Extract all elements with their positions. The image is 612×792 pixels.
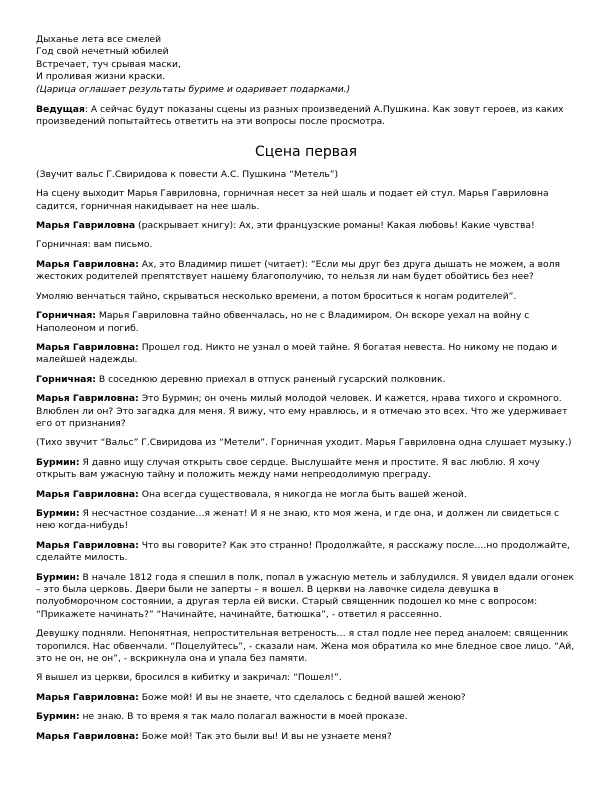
verse-line: Год свой нечетный юбилей	[36, 46, 169, 58]
speaker-name: Ведущая	[36, 104, 85, 116]
speech-text: Что вы говорите? Как это странно! Продолжайте, я расскажу после….но продолжайте, сделайте милость.	[36, 539, 570, 564]
speaker-name: Марья Гавриловна:	[36, 691, 139, 703]
speech-text: (Тихо звучит “Вальс” Г.Свиридова из “Метели”. Горничная уходит. Марья Гавриловна одна слушает музыку.)	[36, 437, 572, 449]
speech-text: (Звучит вальс Г.Свиридова к повести А.С. Пушкина “Метель”)	[36, 168, 339, 180]
dialogue-paragraph	[36, 457, 576, 482]
speaker-name: Марья Гавриловна:	[36, 341, 139, 353]
dialogue-paragraph	[36, 393, 576, 430]
speaker-name: Марья Гавриловна:	[36, 393, 139, 405]
speaker-name: Марья Гавриловна:	[36, 488, 139, 500]
speech-text: Боже мой! Так это были вы! И вы не узнаете меня?	[138, 730, 392, 742]
verse-line: И проливая жизни краски.	[36, 71, 166, 83]
speech-text: Я давно ищу случая открыть свое сердце. Выслушайте меня и простите. Я вас люблю. Я хочу открыть вам ужасную тайну и положить между нами непреодолимую преграду.	[36, 456, 540, 481]
dialogue-paragraph	[36, 572, 576, 622]
dialogue-paragraph	[36, 239, 576, 251]
verse-stage-note: (Царица оглашает результаты буриме и одаривает подарками.)	[36, 83, 351, 95]
verse-line: Дыханье лета все смелей	[36, 34, 162, 45]
dialogue-paragraph	[36, 731, 576, 743]
dialogue-paragraph	[36, 220, 576, 232]
dialogue-paragraph	[36, 310, 576, 335]
speech-text: : А сейчас будут показаны сцены из разных произведений А.Пушкина. Как зовут героев, из каких произведений попытайтесь ответить на эти вопросы после просмотра.	[36, 104, 564, 128]
speech-text: Умоляю венчаться тайно, скрываться несколько времени, а потом броситься к ногам родителей”.	[36, 290, 517, 302]
speech-text: Это Бурмин; он очень милый молодой человек. И кажется, нрава тихого и скромного. Влюблен ли он? Это загадка для меня. Я вижу, что ему нравлюсь, и я отмечаю это всех. Что же удерживает его от признания?	[36, 393, 568, 429]
dialogue-paragraph	[36, 672, 576, 684]
speaker-name: Марья Гавриловна:	[36, 730, 139, 742]
speech-text: В соседнюю деревню приехал в отпуск раненый гусарский полковник.	[95, 373, 446, 385]
dialogue-paragraph	[36, 628, 576, 665]
speaker-name: Бурмин:	[36, 711, 80, 723]
dialogue-paragraph	[36, 508, 576, 533]
verse-block	[36, 34, 576, 96]
speaker-name: Марья Гавриловна:	[36, 258, 139, 270]
dialogue-paragraph	[36, 188, 576, 213]
dialogue-paragraph	[36, 489, 576, 501]
scene-title: Сцена первая	[254, 143, 357, 160]
dialogue-paragraph	[36, 437, 576, 449]
dialogue-paragraph	[36, 711, 576, 723]
speaker-name: Горничная:	[36, 310, 96, 322]
speech-text: В начале 1812 года я спешил в полк, попал в ужасную метель и заблудился. Я увидел вдали огонек – это была церковь. Двери были не заперты – я вошел. В церкви на лавочке сидела девушка в полуобморочном состоянии, а другая терла ей виски. Старый священник подошел ко мне с вопросом: “Прикажете начинать?” “Начинайте, начинайте, батюшка”, - ответил я рассеянно.	[36, 571, 575, 620]
document-page	[36, 34, 576, 750]
speech-text: Горничная: вам письмо.	[36, 239, 153, 251]
speaker-name: Горничная:	[36, 373, 96, 385]
dialogue-paragraph	[36, 540, 576, 565]
host-paragraph	[36, 104, 576, 129]
dialogue-paragraph	[36, 259, 576, 284]
speech-text: (раскрывает книгу): Ах, эти французские романы! Какая любовь! Какие чувства!	[135, 220, 535, 232]
speaker-name: Марья Гавриловна	[36, 220, 136, 232]
dialogue-paragraph	[36, 169, 576, 181]
dialogue-paragraph	[36, 692, 576, 704]
dialogue-paragraph	[36, 374, 576, 386]
speech-text: Я несчастное создание…я женат! И я не знаю, кто моя жена, и где она, и должен ли свидеться с нею когда-нибудь!	[36, 507, 560, 532]
speech-text: На сцену выходит Марья Гавриловна, горничная несет за ней шаль и подает ей стул. Марья Гавриловна садится, горничная накидывает на нее шаль.	[36, 188, 549, 212]
speech-text: Я вышел из церкви, бросился в кибитку и закричал: “Пошел!”.	[36, 672, 342, 684]
speech-text: Боже мой! И вы не знаете, что сделалось с бедной вашей женою?	[138, 691, 466, 703]
speech-text: Прошел год. Никто не узнал о моей тайне. Я богатая невеста. Но никому не подаю и малейшей надежды.	[36, 341, 558, 366]
speaker-name: Бурмин:	[36, 571, 80, 583]
speech-text: Она всегда существовала, я никогда не могла быть вашей женой.	[138, 488, 467, 500]
speaker-name: Бурмин:	[36, 456, 80, 468]
speech-text: Девушку подняли. Непонятная, непростительная ветреность… я стал подле нее перед аналоем: священник торопился. Нас обвенчали. “Поцелуйтесь”, - сказали нам. Жена моя обратила ко мне бледное свое лицо. “Ай, это не он, не он”, - вскрикнула она и упала без памяти.	[36, 628, 575, 665]
speech-text: Ах, это Владимир пишет (читает): “Если мы друг без друга дышать не можем, а воля жестоких родителей препятствует нашему благополучию, то нельзя ли нам будет обойтись без нее?	[36, 258, 561, 283]
verse-line: Встречает, туч срывая маски,	[36, 58, 181, 70]
speaker-name: Бурмин:	[36, 507, 80, 519]
speech-text: не знаю. В то время я так мало полагал важности в моей проказе.	[79, 711, 408, 723]
speaker-name: Марья Гавриловна:	[36, 539, 139, 551]
dialogue-paragraph	[36, 291, 576, 303]
speech-text: Марья Гавриловна тайно обвенчалась, но не с Владимиром. Он вскоре уехал на войну с Наполеоном и погиб.	[36, 310, 530, 334]
dialogue-paragraph	[36, 342, 576, 367]
dialogue	[36, 169, 576, 743]
